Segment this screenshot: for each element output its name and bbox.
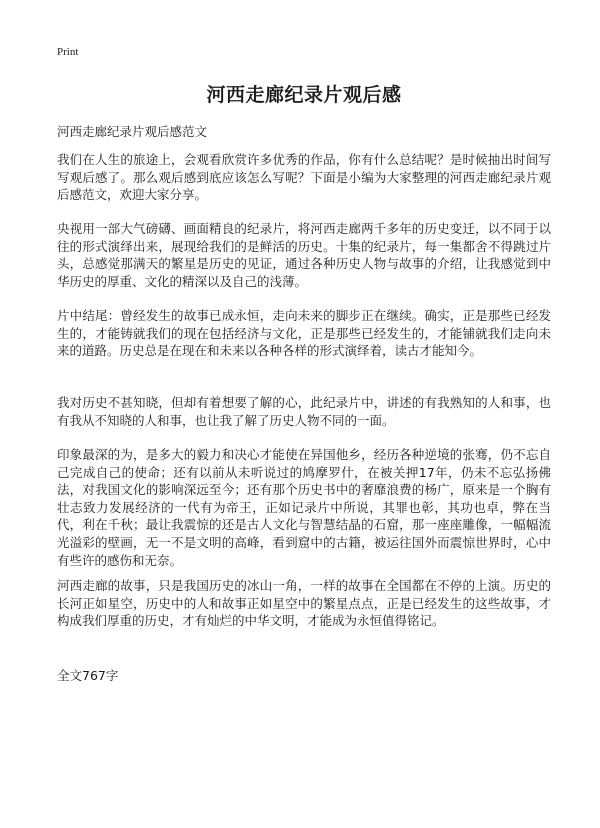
- paragraph-understanding: 我对历史不甚知晓，但却有着想要了解的心，此纪录片中，讲述的有我熟知的人和事，也有我从不知晓的人和事，也让我了解了历史人物不同的一面。: [57, 395, 551, 428]
- page-title: 河西走廊纪录片观后感: [206, 84, 402, 106]
- paragraph-ending: 片中结尾：曾经发生的故事已成永恒，走向未来的脚步正在继续。确实，正是那些已经发生的，才能铸就我们的现在包括经济与文化，正是那些已经发生的，才能铺就我们走向未来的道路。历史总是在现在和未来以各种各样的形式演绎着，读古才能知今。: [57, 308, 551, 359]
- word-count: 全文767字: [57, 668, 119, 683]
- paragraph-documentary: 央视用一部大气磅礴、画面精良的纪录片，将河西走廊两千多年的历史变迁，以不同于以往的形式演绎出来，展现给我们的是鲜活的历史。十集的纪录片，每一集都舍不得跳过片头，总感觉那满天的繁星是历史的见证，通过各种历史人物与故事的介绍，让我感觉到中华历史的厚重、文化的精深以及自己的浅薄。: [57, 221, 551, 289]
- paragraph-intro: 我们在人生的旅途上，会观看欣赏许多优秀的作品，你有什么总结呢？是时候抽出时间写写观后感了。那么观后感到底应该怎么写呢？下面是小编为大家整理的河西走廊纪录片观后感范文，欢迎大家分享。: [57, 152, 551, 203]
- paragraph-conclusion: 河西走廊的故事，只是我国历史的冰山一角，一样的故事在全国都在不停的上演。历史的长河正如星空，历史中的人和故事正如星空中的繁星点点，正是已经发生的这些故事，才构成我们厚重的历史，才有灿烂的中华文明，才能成为永恒值得铭记。: [57, 578, 551, 629]
- article-subtitle: 河西走廊纪录片观后感范文: [57, 124, 208, 139]
- paragraph-impressions: 印象最深的为，是多大的毅力和决心才能使在异国他乡，经历各种逆境的张骞，仍不忘自己完成自己的使命；还有以前从未听说过的鸠摩罗什，在被关押17年，仍未不忘弘扬佛法，对我国文化的影响深远至今；还有那个历史书中的奢靡浪费的杨广，原来是一个胸有壮志致力发展经济的一代有为帝王，正如记录片中所说，其罪也彰，其功也卓，弊在当代，利在千秋；最让我震惊的还是古人文化与智慧结晶的石窟，那一座座雕像，一幅幅流光溢彩的壁画，无一不是文明的高峰，看到窟中的古籍，被运往国外而震惊世界时，心中有些许的感伤和无奈。: [57, 447, 551, 568]
- print-link[interactable]: Print: [57, 46, 79, 58]
